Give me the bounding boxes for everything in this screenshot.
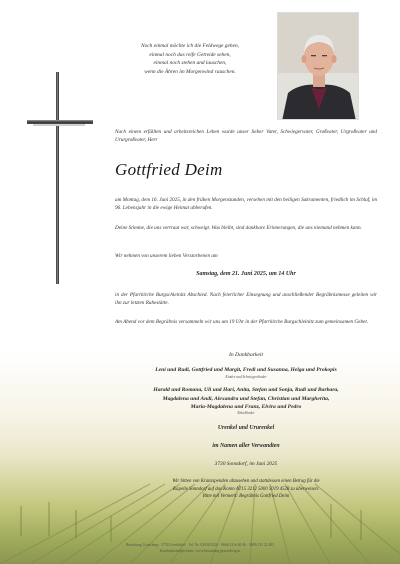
poem-line: Noch einmal möchte ich die Feldwege gehen, xyxy=(140,43,240,49)
grandchildren-line: Maria-Magdalena und Franz, Elvira und Pedro xyxy=(190,404,302,410)
donation-line: Wir bitten von Kranzspenden abzusehen und stattdessen einen Betrag für die xyxy=(172,479,320,484)
poem-line: einmal noch stehen und lauschen, xyxy=(153,60,227,67)
poem-line: wenn die Ähren im Morgenwind rauschen. xyxy=(144,68,236,75)
poem-line: einmal noch das reife Getreide sehen, xyxy=(149,51,231,58)
relatives-line: im Namen aller Verwandten xyxy=(212,443,280,449)
undertaker-footer xyxy=(0,542,400,554)
great-grandchildren: Urenkel und Ururenkel xyxy=(217,425,275,431)
memory-text: Deine Stimme, die uns vertraut war, schweigt. Was bleibt, sind dankbare Erinnerungen, die uns niemand nehmen kann. xyxy=(115,225,362,231)
portrait-photo xyxy=(277,12,359,120)
donation-request xyxy=(110,478,382,501)
grandchildren-line: Harald und Romana, Uli und Hari, Anita, Stefan und Sonja, Rudi und Barbara, xyxy=(153,387,339,393)
evening-prayer-text: Am Abend vor dem Begräbnis versammeln wir uns um 19 Uhr in der Pfarrkirche Burgschleinitz zum gemeinsamen Gebet. xyxy=(115,319,369,325)
grandchildren-label: Enkelkinder xyxy=(237,411,255,415)
gratitude-heading: In Dankbarkeit xyxy=(228,352,264,358)
cross-vertical-beam xyxy=(56,72,59,284)
vineyard-landscape-background xyxy=(0,350,400,564)
children-label: Kinder und Schwiegerkinder xyxy=(225,375,267,379)
death-notice-text: am Montag, dem 16. Juni 2025, in den frühen Morgenstunden, versehen mit den heiligen Sakramenten, friedlich im Schlaf, im 96. Lebensjahr in die ewige Heimat abberufen. xyxy=(115,197,377,211)
children-names: Leni und Rudi, Gottfried und Margit, Fredi und Susanna, Helga und Prokopis xyxy=(155,367,337,373)
farewell-date: Samstag, dem 21. Juni 2025, um 14 Uhr xyxy=(196,271,296,277)
donation-line: Bitte mit Vermerk: Begräbnis Gottfried Deim xyxy=(202,494,290,499)
grandchildren-names xyxy=(110,386,382,412)
poem xyxy=(110,42,270,76)
footer-website-line: Kondolenzmöglichkeit: www.bestattung-gruensberg.at xyxy=(159,549,241,553)
grandchildren-line: Magdalena und Andi, Alexandra und Stefan, Christian und Margherita, xyxy=(162,395,330,402)
place-date: 3730 Sonndorf, im Juni 2025 xyxy=(214,461,278,467)
farewell-intro-text: Wir nehmen von unserem lieben Verstorbenen am xyxy=(115,253,218,259)
church-text: in der Pfarrkirche Burgschleinitz Abschied. Nach feierlicher Einsegnung und anschließender Begräbnismesse geleiten wir ihn zur letzten Ruhestätte. xyxy=(115,292,377,306)
deceased-name: Gottfried Deim xyxy=(115,160,223,179)
footer-contact-line: Bestattung Grünsberg · 3730 Zwettldorf · Tel. Nr. 02958/2226 · 0664/2116 40 46 · 0699/125 22 483 xyxy=(126,543,274,547)
cross-shadow xyxy=(33,124,85,126)
donation-line: Kapelle Sonndorf auf das Konto AT15 3212 5000 5019 4528 zu überweisen. xyxy=(172,486,320,492)
intro-text: Nach einem erfüllten und arbeitsreichen Leben wurde unser lieber Vater, Schwiegervater, Großvater, Urgroßvater und Ururgroßvater, Herr xyxy=(115,129,377,143)
